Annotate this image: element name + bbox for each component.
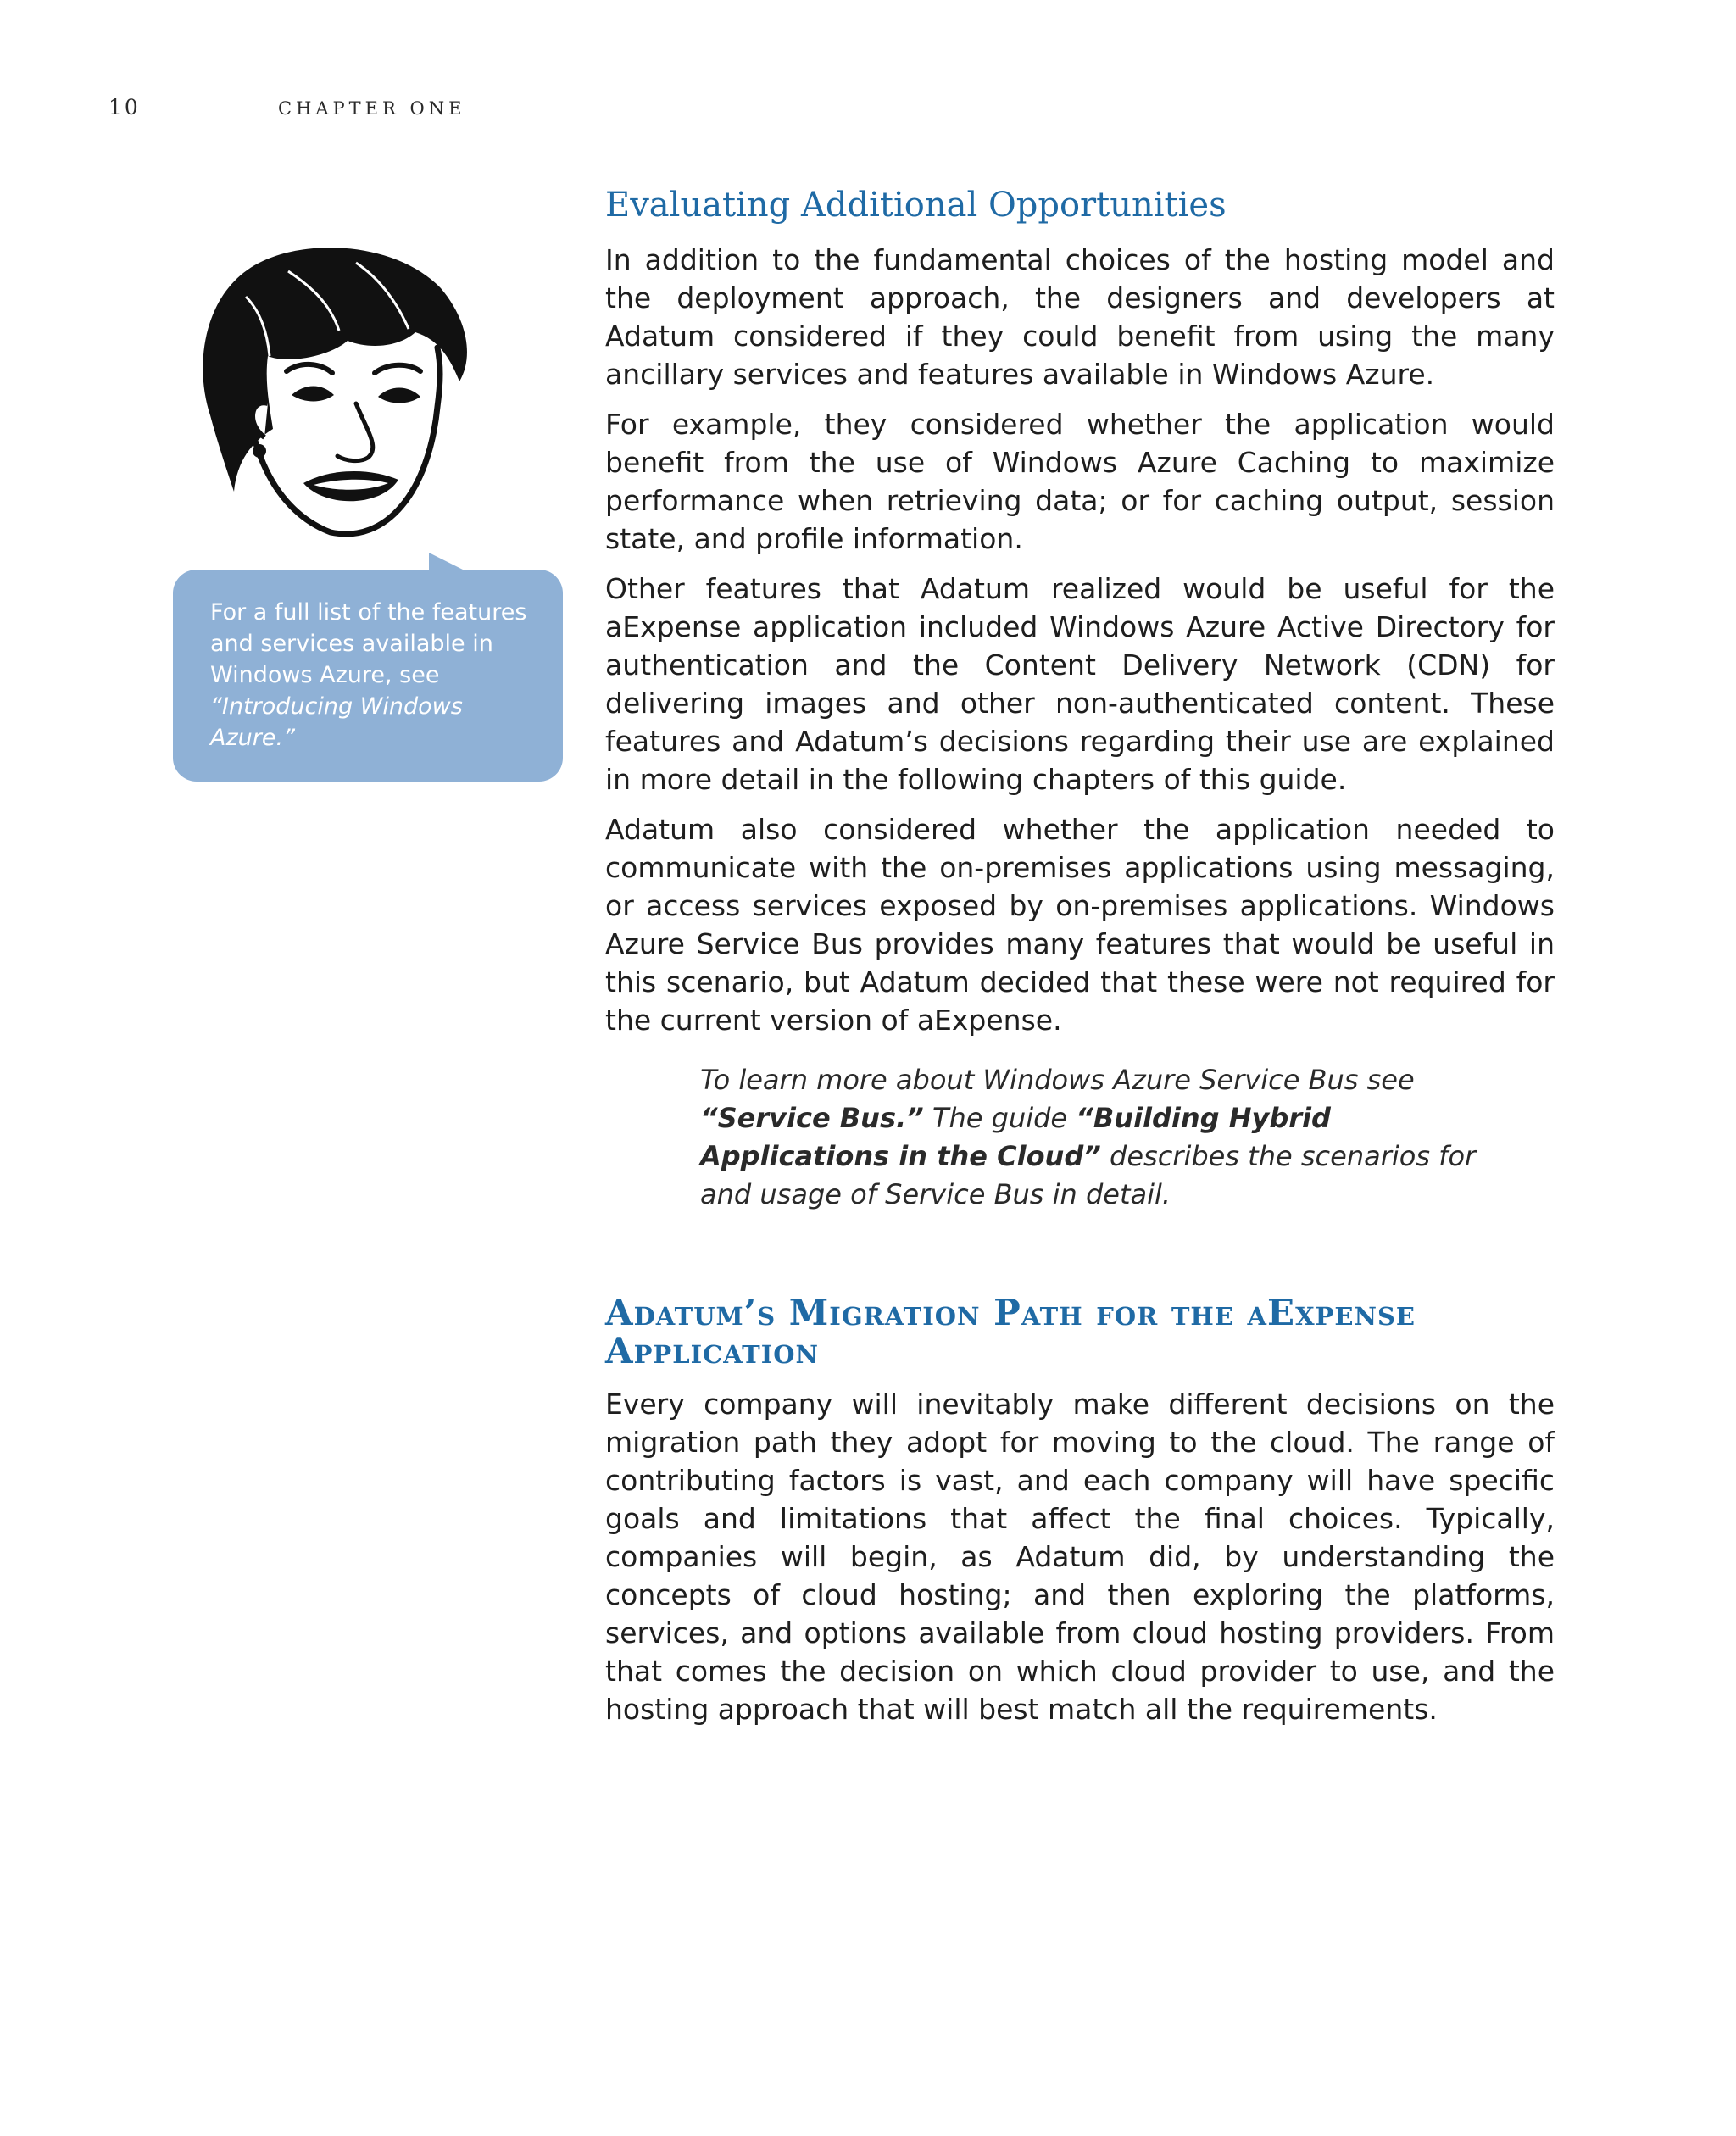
section-heading-migration-path: Adatum’s Migration Path for the aExpense Application <box>605 1292 1416 1371</box>
woman-portrait-illustration <box>186 237 492 559</box>
paragraph: For example, they considered whether the application would benefit from the use of Windows Azure Caching to maximize performance when retrieving data; or for caching output, session state, and profile information. <box>605 408 1555 555</box>
callout-link-introducing-windows-azure[interactable]: “Introducing Windows Azure.” <box>210 693 463 751</box>
callout-text-plain: For a full list of the features and services available in Windows Azure, see <box>210 599 527 688</box>
paragraph: In addition to the fundamental choices of the hosting model and the deployment approach, the designers and developers at Adatum considered if they could benefit from using the many ancillary services and features available in Windows Azure. <box>605 243 1555 391</box>
link-service-bus[interactable]: “Service Bus.” <box>700 1102 924 1134</box>
earring <box>253 444 266 458</box>
note-text: The guide <box>923 1102 1077 1134</box>
face-outline <box>246 348 440 534</box>
paragraph: Other features that Adatum realized would be useful for the aExpense application included Windows Azure Active Directory for authentication and the Content Delivery Network (CDN) for delivering images and other non-authenticated content. These features and Adatum’s decisions regarding their use are explained in more detail in the following chapters of this guide. <box>605 572 1555 796</box>
callout-text <box>210 597 541 754</box>
page-number: 10 <box>108 95 141 120</box>
paragraph: Every company will inevitably make different decisions on the migration path they adopt for moving to the cloud. The range of contributing factors is vast, and each company will have specific goals and limitations that affect the final choices. Typically, companies will begin, as Adatum did, by understanding the concepts of cloud hosting; and then exploring the platforms, services, and options available from cloud hosting providers. From that comes the decision on which cloud provider to use, and the hosting approach that will best match all the requirements. <box>605 1388 1555 1726</box>
note-text: To learn more about Windows Azure Service Bus see <box>700 1064 1415 1096</box>
running-head <box>108 95 465 120</box>
section-heading-evaluating: Evaluating Additional Opportunities <box>605 186 1227 225</box>
note-text: describes the scenarios for and usage of Service Bus in detail. <box>700 1140 1477 1210</box>
link-building-hybrid-applications[interactable]: “Building Hybrid Applications in the Cloud” <box>700 1102 1331 1172</box>
paragraph: Adatum also considered whether the application needed to communicate with the on-premises applications using messaging, or access services exposed by on-premises applications. Windows Azure Service Bus provides many features that would be useful in this scenario, but Adatum decided that these were not required for the current version of aExpense. <box>605 813 1555 1037</box>
chapter-label: CHAPTER ONE <box>278 98 466 119</box>
note-service-bus <box>700 1061 1514 1214</box>
main-content <box>605 180 1555 1740</box>
sidebar-callout <box>173 570 563 782</box>
